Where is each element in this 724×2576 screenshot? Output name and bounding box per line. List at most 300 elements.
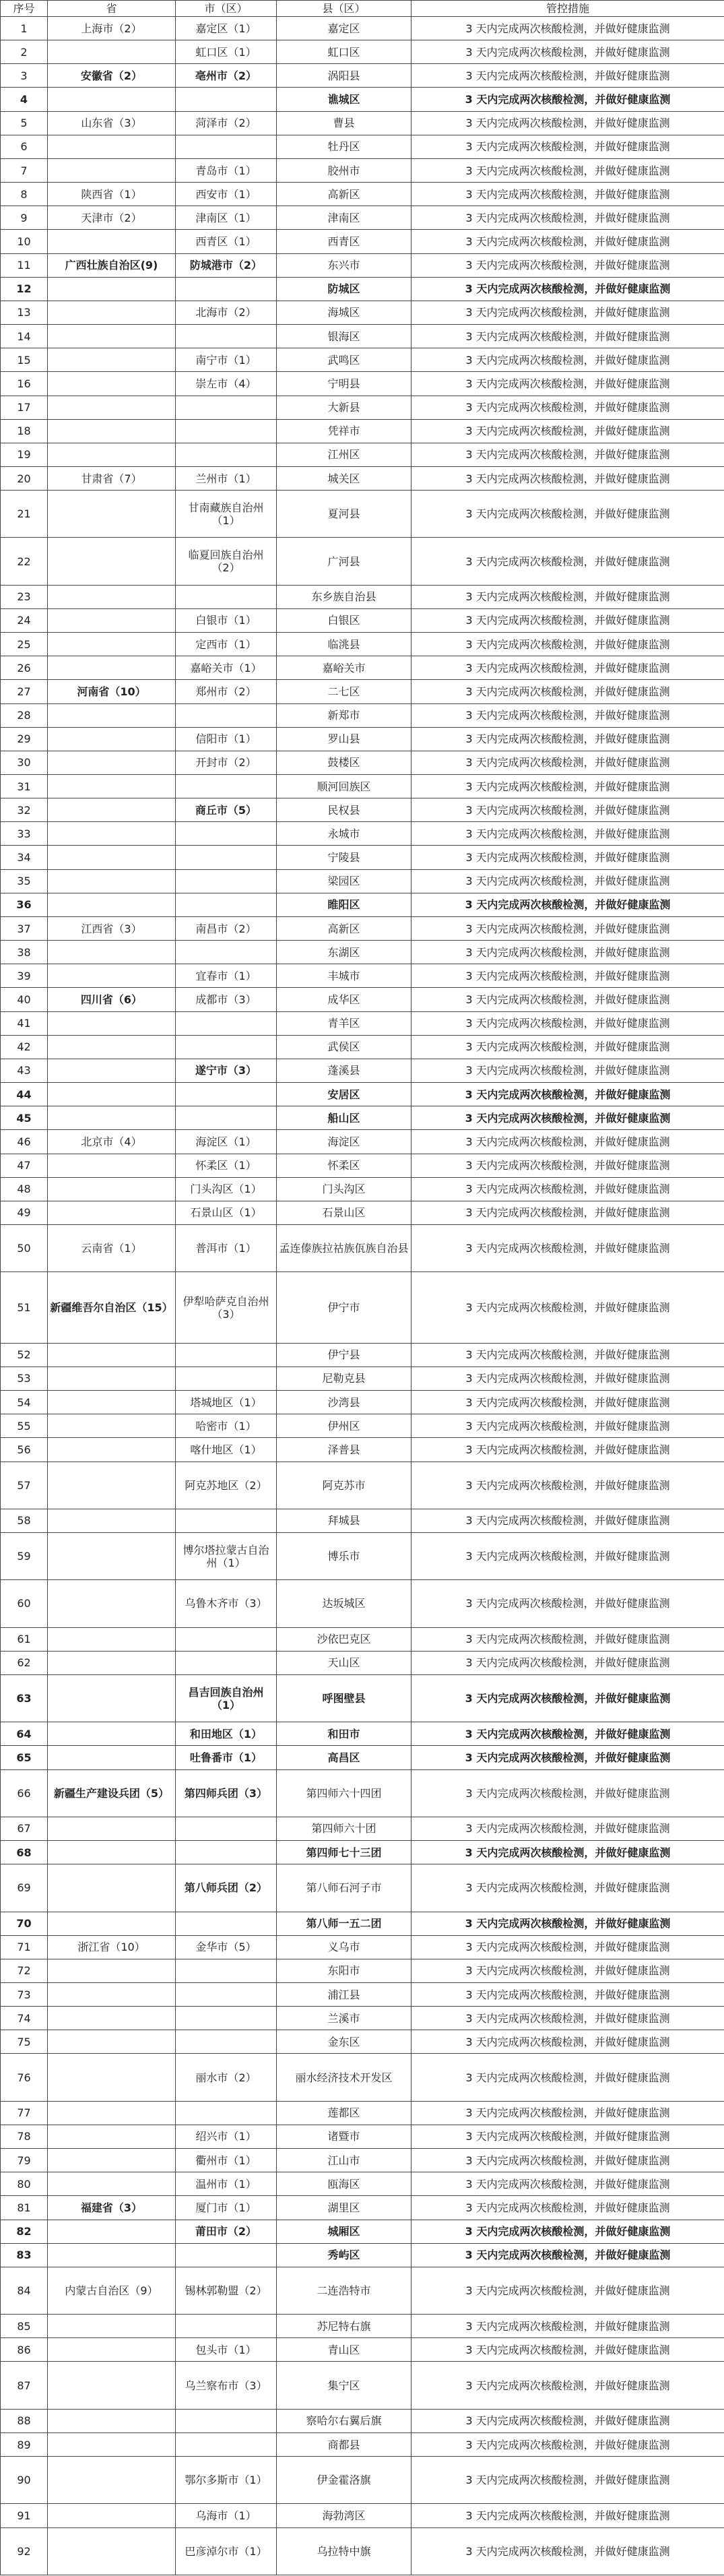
row-province — [48, 1343, 176, 1366]
row-county: 高新区 — [277, 183, 412, 206]
row-measure: 3 天内完成两次核酸检测，并做好健康监测 — [412, 656, 724, 680]
row-province — [48, 1722, 176, 1746]
table-row — [1, 2432, 724, 2456]
row-province — [48, 2030, 176, 2054]
row-seq: 85 — [1, 2315, 48, 2338]
row-seq: 57 — [1, 1462, 48, 1509]
row-measure: 3 天内完成两次核酸检测，并做好健康监测 — [412, 2220, 724, 2243]
table-row — [1, 2125, 724, 2148]
row-city: 信阳市（1） — [176, 727, 277, 751]
row-city: 青岛市（1） — [176, 158, 277, 182]
row-city: 成都市（3） — [176, 988, 277, 1011]
row-province — [48, 1059, 176, 1082]
row-seq: 19 — [1, 443, 48, 466]
row-county: 拜城县 — [277, 1509, 412, 1532]
row-county: 伊金霍洛旗 — [277, 2457, 412, 2504]
row-province — [48, 1035, 176, 1059]
row-measure: 3 天内完成两次核酸检测，并做好健康监测 — [412, 1154, 724, 1177]
row-province — [48, 941, 176, 964]
row-province: 新疆维吾尔自治区（15） — [48, 1272, 176, 1343]
row-city: 吐鲁番市（1） — [176, 1746, 277, 1769]
row-province — [48, 964, 176, 988]
row-province — [48, 1841, 176, 1864]
row-city: 门头沟区（1） — [176, 1177, 277, 1201]
row-province — [48, 1651, 176, 1674]
row-county: 孟连傣族拉祜族佤族自治县 — [277, 1224, 412, 1271]
row-county: 高新区 — [277, 916, 412, 940]
row-city: 嘉峪关市（1） — [176, 656, 277, 680]
row-county: 新郑市 — [277, 703, 412, 727]
table-row — [1, 111, 724, 135]
table-row — [1, 1035, 724, 1059]
row-city — [176, 1912, 277, 1935]
row-seq: 35 — [1, 869, 48, 893]
row-seq: 31 — [1, 775, 48, 798]
row-measure: 3 天内完成两次核酸检测，并做好健康监测 — [412, 1391, 724, 1414]
table-row — [1, 1177, 724, 1201]
row-county: 呼图壁县 — [277, 1674, 412, 1722]
row-seq: 56 — [1, 1438, 48, 1462]
table-row — [1, 2504, 724, 2527]
row-county: 东湖区 — [277, 941, 412, 964]
row-county: 大新县 — [277, 396, 412, 419]
table-row — [1, 64, 724, 88]
row-city: 甘南藏族自治州（1） — [176, 491, 277, 538]
row-seq: 17 — [1, 396, 48, 419]
row-measure: 3 天内完成两次核酸检测，并做好健康监测 — [412, 17, 724, 40]
row-seq: 60 — [1, 1580, 48, 1627]
row-city: 崇左市（4） — [176, 372, 277, 396]
row-measure: 3 天内完成两次核酸检测，并做好健康监测 — [412, 964, 724, 988]
header-city: 市（区） — [176, 1, 277, 17]
table-row — [1, 1083, 724, 1106]
table-header-row — [1, 1, 724, 17]
table-row — [1, 1059, 724, 1082]
row-city: 第八师兵团（2） — [176, 1864, 277, 1912]
row-measure: 3 天内完成两次核酸检测，并做好健康监测 — [412, 372, 724, 396]
row-province: 福建省（3） — [48, 2196, 176, 2220]
row-seq: 41 — [1, 1011, 48, 1035]
row-measure: 3 天内完成两次核酸检测，并做好健康监测 — [412, 988, 724, 1011]
row-county: 西青区 — [277, 230, 412, 253]
row-province — [48, 1509, 176, 1532]
row-measure: 3 天内完成两次核酸检测，并做好健康监测 — [412, 751, 724, 774]
row-city — [176, 1106, 277, 1130]
row-province — [48, 1391, 176, 1414]
row-county: 湖里区 — [277, 2196, 412, 2220]
row-county: 梁园区 — [277, 869, 412, 893]
row-measure: 3 天内完成两次核酸检测，并做好健康监测 — [412, 40, 724, 64]
row-measure: 3 天内完成两次核酸检测，并做好健康监测 — [412, 253, 724, 277]
row-city — [176, 2030, 277, 2054]
row-province: 北京市（4） — [48, 1130, 176, 1154]
table-row — [1, 1224, 724, 1271]
row-measure: 3 天内完成两次核酸检测，并做好健康监测 — [412, 206, 724, 230]
row-city: 亳州市（2） — [176, 64, 277, 88]
row-seq: 69 — [1, 1864, 48, 1912]
row-city — [176, 1366, 277, 1390]
row-province — [48, 1864, 176, 1912]
row-seq: 3 — [1, 64, 48, 88]
row-measure: 3 天内完成两次核酸检测，并做好健康监测 — [412, 2267, 724, 2314]
row-county: 江州区 — [277, 443, 412, 466]
table-row — [1, 325, 724, 348]
row-seq: 20 — [1, 466, 48, 490]
row-city: 菏泽市（2） — [176, 111, 277, 135]
row-county: 和田市 — [277, 1722, 412, 1746]
row-province — [48, 2172, 176, 2196]
row-city: 防城港市（2） — [176, 253, 277, 277]
row-county: 察哈尔右翼后旗 — [277, 2409, 412, 2432]
row-county: 第四师六十四团 — [277, 1769, 412, 1817]
table-row — [1, 2030, 724, 2054]
row-measure: 3 天内完成两次核酸检测，并做好健康监测 — [412, 230, 724, 253]
row-measure: 3 天内完成两次核酸检测，并做好健康监测 — [412, 1177, 724, 1201]
row-city: 金华市（5） — [176, 1935, 277, 1959]
row-city: 锡林郭勒盟（2） — [176, 2267, 277, 2314]
row-province — [48, 2457, 176, 2504]
row-city — [176, 2101, 277, 2125]
row-county: 兰溪市 — [277, 2007, 412, 2030]
table-row — [1, 916, 724, 940]
table-row — [1, 206, 724, 230]
row-county: 金东区 — [277, 2030, 412, 2054]
table-row — [1, 1769, 724, 1817]
row-province — [48, 1083, 176, 1106]
row-county: 沙依巴克区 — [277, 1627, 412, 1651]
row-county: 伊宁县 — [277, 1343, 412, 1366]
row-city: 商丘市（5） — [176, 798, 277, 822]
row-seq: 5 — [1, 111, 48, 135]
row-measure: 3 天内完成两次核酸检测，并做好健康监测 — [412, 608, 724, 632]
row-seq: 91 — [1, 2504, 48, 2527]
row-seq: 14 — [1, 325, 48, 348]
table-row — [1, 2409, 724, 2432]
table-row — [1, 2315, 724, 2338]
row-city — [176, 869, 277, 893]
row-province — [48, 1533, 176, 1580]
row-measure: 3 天内完成两次核酸检测，并做好健康监测 — [412, 1224, 724, 1271]
table-row — [1, 893, 724, 916]
row-city: 塔城地区（1） — [176, 1391, 277, 1414]
table-row — [1, 2457, 724, 2504]
row-seq: 18 — [1, 419, 48, 443]
row-province — [48, 2338, 176, 2362]
row-seq: 47 — [1, 1154, 48, 1177]
row-seq: 55 — [1, 1414, 48, 1438]
row-seq: 43 — [1, 1059, 48, 1082]
table-row — [1, 2527, 724, 2575]
row-seq: 33 — [1, 822, 48, 846]
row-county: 临洮县 — [277, 633, 412, 656]
row-county: 鼓楼区 — [277, 751, 412, 774]
row-county: 高昌区 — [277, 1746, 412, 1769]
row-province — [48, 1154, 176, 1177]
table-row — [1, 703, 724, 727]
row-county: 第四师七十三团 — [277, 1841, 412, 1864]
row-county: 泽普县 — [277, 1438, 412, 1462]
table-row — [1, 964, 724, 988]
row-measure: 3 天内完成两次核酸检测，并做好健康监测 — [412, 2409, 724, 2432]
row-county: 丽水经济技术开发区 — [277, 2054, 412, 2101]
row-measure: 3 天内完成两次核酸检测，并做好健康监测 — [412, 2007, 724, 2030]
row-province: 河南省（10） — [48, 680, 176, 703]
row-seq: 65 — [1, 1746, 48, 1769]
row-seq: 21 — [1, 491, 48, 538]
row-city: 兰州市（1） — [176, 466, 277, 490]
row-city: 南昌市（2） — [176, 916, 277, 940]
row-seq: 40 — [1, 988, 48, 1011]
table-row — [1, 2007, 724, 2030]
row-measure: 3 天内完成两次核酸检测，并做好健康监测 — [412, 703, 724, 727]
row-seq: 48 — [1, 1177, 48, 1201]
row-province — [48, 325, 176, 348]
table-row — [1, 1580, 724, 1627]
table-row — [1, 1414, 724, 1438]
row-county: 白银区 — [277, 608, 412, 632]
table-row — [1, 798, 724, 822]
row-measure: 3 天内完成两次核酸检测，并做好健康监测 — [412, 1912, 724, 1935]
row-measure: 3 天内完成两次核酸检测，并做好健康监测 — [412, 1580, 724, 1627]
row-county: 银海区 — [277, 325, 412, 348]
row-measure: 3 天内完成两次核酸检测，并做好健康监测 — [412, 1272, 724, 1343]
table-row — [1, 1438, 724, 1462]
row-province — [48, 2149, 176, 2172]
row-measure: 3 天内完成两次核酸检测，并做好健康监测 — [412, 1130, 724, 1154]
row-province — [48, 2054, 176, 2101]
row-province — [48, 608, 176, 632]
row-seq: 59 — [1, 1533, 48, 1580]
row-province — [48, 2125, 176, 2148]
row-province — [48, 158, 176, 182]
row-county: 阿克苏市 — [277, 1462, 412, 1509]
row-measure: 3 天内完成两次核酸检测，并做好健康监测 — [412, 1509, 724, 1532]
row-city: 阿克苏地区（2） — [176, 1462, 277, 1509]
row-measure: 3 天内完成两次核酸检测，并做好健康监测 — [412, 1864, 724, 1912]
row-province — [48, 135, 176, 158]
row-measure: 3 天内完成两次核酸检测，并做好健康监测 — [412, 348, 724, 372]
row-seq: 25 — [1, 633, 48, 656]
row-county: 虹口区 — [277, 40, 412, 64]
table-row — [1, 348, 724, 372]
row-city — [176, 1011, 277, 1035]
row-seq: 62 — [1, 1651, 48, 1674]
row-measure: 3 天内完成两次核酸检测，并做好健康监测 — [412, 1935, 724, 1959]
row-province — [48, 656, 176, 680]
row-county: 宁明县 — [277, 372, 412, 396]
table-row — [1, 1011, 724, 1035]
row-measure: 3 天内完成两次核酸检测，并做好健康监测 — [412, 1651, 724, 1674]
row-county: 伊州区 — [277, 1414, 412, 1438]
row-seq: 80 — [1, 2172, 48, 2196]
row-county: 义乌市 — [277, 1935, 412, 1959]
row-province: 山东省（3） — [48, 111, 176, 135]
row-city: 开封市（2） — [176, 751, 277, 774]
row-county: 宁陵县 — [277, 846, 412, 869]
row-seq: 81 — [1, 2196, 48, 2220]
row-province — [48, 869, 176, 893]
row-province — [48, 1106, 176, 1130]
row-city — [176, 585, 277, 608]
row-measure: 3 天内完成两次核酸检测，并做好健康监测 — [412, 1959, 724, 1982]
row-measure: 3 天内完成两次核酸检测，并做好健康监测 — [412, 633, 724, 656]
row-city: 乌海市（1） — [176, 2504, 277, 2527]
row-seq: 8 — [1, 183, 48, 206]
table-row — [1, 1982, 724, 2006]
row-city: 伊犁哈萨克自治州（3） — [176, 1272, 277, 1343]
row-city: 乌兰察布市（3） — [176, 2362, 277, 2409]
row-province — [48, 2315, 176, 2338]
table-row — [1, 372, 724, 396]
row-city: 第四师兵团（3） — [176, 1769, 277, 1817]
row-county: 怀柔区 — [277, 1154, 412, 1177]
row-province — [48, 633, 176, 656]
row-county: 罗山县 — [277, 727, 412, 751]
row-seq: 36 — [1, 893, 48, 916]
row-seq: 27 — [1, 680, 48, 703]
row-county: 浦江县 — [277, 1982, 412, 2006]
table-row — [1, 2338, 724, 2362]
row-measure: 3 天内完成两次核酸检测，并做好健康监测 — [412, 135, 724, 158]
table-row — [1, 680, 724, 703]
row-city: 白银市（1） — [176, 608, 277, 632]
row-seq: 51 — [1, 1272, 48, 1343]
row-county: 嘉峪关市 — [277, 656, 412, 680]
row-county: 天山区 — [277, 1651, 412, 1674]
table-row — [1, 443, 724, 466]
row-province — [48, 88, 176, 111]
row-city — [176, 1982, 277, 2006]
row-county: 海淀区 — [277, 1130, 412, 1154]
row-seq: 39 — [1, 964, 48, 988]
row-seq: 89 — [1, 2432, 48, 2456]
row-city: 西青区（1） — [176, 230, 277, 253]
row-county: 津南区 — [277, 206, 412, 230]
row-city: 丽水市（2） — [176, 2054, 277, 2101]
row-city — [176, 893, 277, 916]
row-seq: 58 — [1, 1509, 48, 1532]
row-measure: 3 天内完成两次核酸检测，并做好健康监测 — [412, 538, 724, 585]
row-measure: 3 天内完成两次核酸检测，并做好健康监测 — [412, 1035, 724, 1059]
table-row — [1, 941, 724, 964]
row-measure: 3 天内完成两次核酸检测，并做好健康监测 — [412, 2149, 724, 2172]
table-row — [1, 158, 724, 182]
row-seq: 53 — [1, 1366, 48, 1390]
row-county: 二连浩特市 — [277, 2267, 412, 2314]
row-measure: 3 天内完成两次核酸检测，并做好健康监测 — [412, 941, 724, 964]
table-row — [1, 1343, 724, 1366]
table-row — [1, 2267, 724, 2314]
row-measure: 3 天内完成两次核酸检测，并做好健康监测 — [412, 2054, 724, 2101]
row-measure: 3 天内完成两次核酸检测，并做好健康监测 — [412, 1438, 724, 1462]
row-seq: 92 — [1, 2527, 48, 2575]
row-county: 苏尼特右旗 — [277, 2315, 412, 2338]
row-city: 普洱市（1） — [176, 1224, 277, 1271]
row-province: 四川省（6） — [48, 988, 176, 1011]
row-city — [176, 703, 277, 727]
row-city: 哈密市（1） — [176, 1414, 277, 1438]
row-city — [176, 1343, 277, 1366]
row-province — [48, 1414, 176, 1438]
row-measure: 3 天内完成两次核酸检测，并做好健康监测 — [412, 1674, 724, 1722]
row-seq: 30 — [1, 751, 48, 774]
row-city — [176, 1035, 277, 1059]
row-measure: 3 天内完成两次核酸检测，并做好健康监测 — [412, 277, 724, 301]
row-province — [48, 1674, 176, 1722]
row-city: 和田地区（1） — [176, 1722, 277, 1746]
row-seq: 28 — [1, 703, 48, 727]
table-row — [1, 1817, 724, 1840]
row-province: 浙江省（10） — [48, 1935, 176, 1959]
table-row — [1, 1722, 724, 1746]
row-seq: 12 — [1, 277, 48, 301]
row-measure: 3 天内完成两次核酸检测，并做好健康监测 — [412, 1627, 724, 1651]
row-measure: 3 天内完成两次核酸检测，并做好健康监测 — [412, 443, 724, 466]
row-measure: 3 天内完成两次核酸检测，并做好健康监测 — [412, 1059, 724, 1082]
row-seq: 22 — [1, 538, 48, 585]
row-city: 嘉定区（1） — [176, 17, 277, 40]
row-seq: 75 — [1, 2030, 48, 2054]
row-city — [176, 1651, 277, 1674]
row-city: 莆田市（2） — [176, 2220, 277, 2243]
table-row — [1, 869, 724, 893]
table-row — [1, 1674, 724, 1722]
row-county: 武侯区 — [277, 1035, 412, 1059]
row-seq: 29 — [1, 727, 48, 751]
row-seq: 78 — [1, 2125, 48, 2148]
row-county: 二七区 — [277, 680, 412, 703]
table-row — [1, 2054, 724, 2101]
row-county: 石景山区 — [277, 1201, 412, 1224]
table-row — [1, 633, 724, 656]
row-measure: 3 天内完成两次核酸检测，并做好健康监测 — [412, 158, 724, 182]
table-row — [1, 608, 724, 632]
row-city: 喀什地区（1） — [176, 1438, 277, 1462]
table-row — [1, 1627, 724, 1651]
row-province — [48, 396, 176, 419]
row-county: 青山区 — [277, 2338, 412, 2362]
row-province — [48, 846, 176, 869]
row-seq: 87 — [1, 2362, 48, 2409]
row-county: 夏河县 — [277, 491, 412, 538]
row-county: 第八师一五二团 — [277, 1912, 412, 1935]
table-row — [1, 1272, 724, 1343]
row-city: 怀柔区（1） — [176, 1154, 277, 1177]
row-seq: 34 — [1, 846, 48, 869]
row-province — [48, 348, 176, 372]
row-measure: 3 天内完成两次核酸检测，并做好健康监测 — [412, 2362, 724, 2409]
table-row — [1, 419, 724, 443]
header-province: 省 — [48, 1, 176, 17]
table-row — [1, 585, 724, 608]
row-county: 曹县 — [277, 111, 412, 135]
row-seq: 84 — [1, 2267, 48, 2314]
row-province — [48, 538, 176, 585]
row-seq: 88 — [1, 2409, 48, 2432]
row-province — [48, 1438, 176, 1462]
row-measure: 3 天内完成两次核酸检测，并做好健康监测 — [412, 893, 724, 916]
row-measure: 3 天内完成两次核酸检测，并做好健康监测 — [412, 1083, 724, 1106]
row-province — [48, 1982, 176, 2006]
row-city — [176, 2432, 277, 2456]
row-city — [176, 941, 277, 964]
row-county: 丰城市 — [277, 964, 412, 988]
row-province — [48, 1959, 176, 1982]
table-row — [1, 1154, 724, 1177]
row-province — [48, 1817, 176, 1840]
row-measure: 3 天内完成两次核酸检测，并做好健康监测 — [412, 111, 724, 135]
row-seq: 1 — [1, 17, 48, 40]
